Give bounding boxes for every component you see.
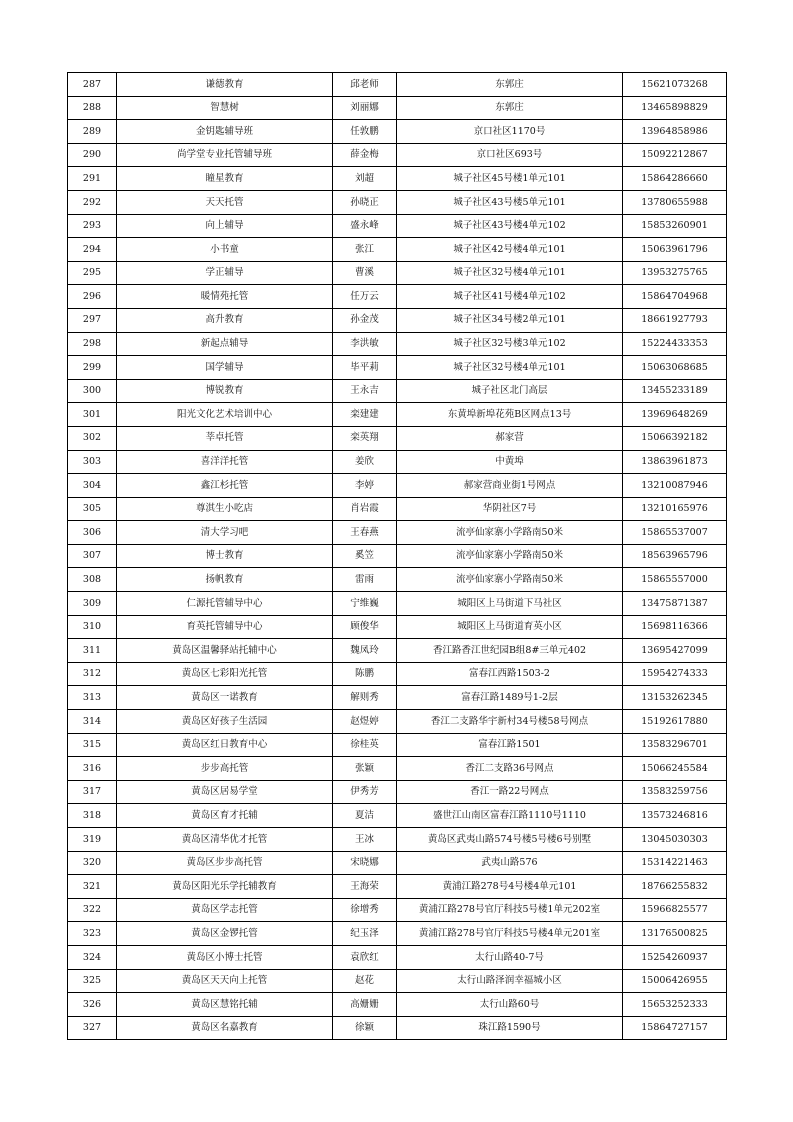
institution-name-cell: 新起点辅导 <box>117 332 333 356</box>
childcare-institution-table <box>67 72 727 1040</box>
contact-person-cell: 薛金梅 <box>333 143 397 167</box>
phone-number-cell: 15254260937 <box>623 945 727 969</box>
table-row <box>68 214 727 238</box>
address-cell: 城子社区北门高层 <box>397 379 623 403</box>
address-cell: 中黄埠 <box>397 450 623 474</box>
contact-person-cell: 王永吉 <box>333 379 397 403</box>
address-cell: 黄浦江路278号4号楼4单元101 <box>397 875 623 899</box>
address-cell: 香江二支路36号网点 <box>397 757 623 781</box>
institution-name-cell: 金钥匙辅导班 <box>117 120 333 144</box>
phone-number-cell: 13573246816 <box>623 804 727 828</box>
row-number-cell: 287 <box>68 73 117 97</box>
table-row <box>68 356 727 380</box>
address-cell: 黄浦江路278号官厅科技5号楼4单元201室 <box>397 922 623 946</box>
address-cell: 富春江路1501 <box>397 733 623 757</box>
institution-name-cell: 鑫江杉托管 <box>117 474 333 498</box>
row-number-cell: 316 <box>68 757 117 781</box>
contact-person-cell: 张颖 <box>333 757 397 781</box>
row-number-cell: 299 <box>68 356 117 380</box>
row-number-cell: 320 <box>68 851 117 875</box>
contact-person-cell: 解则秀 <box>333 686 397 710</box>
address-cell: 城阳区上马街道下马社区 <box>397 592 623 616</box>
institution-name-cell: 尚学堂专业托管辅导班 <box>117 143 333 167</box>
phone-number-cell: 15864286660 <box>623 167 727 191</box>
contact-person-cell: 曹溪 <box>333 261 397 285</box>
institution-name-cell: 学正辅导 <box>117 261 333 285</box>
row-number-cell: 319 <box>68 828 117 852</box>
table-row <box>68 969 727 993</box>
phone-number-cell: 15864704968 <box>623 285 727 309</box>
table-row <box>68 1016 727 1040</box>
row-number-cell: 307 <box>68 544 117 568</box>
phone-number-cell: 13176500825 <box>623 922 727 946</box>
contact-person-cell: 刘超 <box>333 167 397 191</box>
table-row <box>68 521 727 545</box>
phone-number-cell: 13969648269 <box>623 403 727 427</box>
address-cell: 城子社区45号楼1单元101 <box>397 167 623 191</box>
phone-number-cell: 13210087946 <box>623 474 727 498</box>
address-cell: 城子社区32号楼4单元101 <box>397 261 623 285</box>
institution-name-cell: 小书童 <box>117 238 333 262</box>
address-cell: 黄岛区武夷山路574号楼5号楼6号别墅 <box>397 828 623 852</box>
table-row <box>68 403 727 427</box>
phone-number-cell: 15063961796 <box>623 238 727 262</box>
row-number-cell: 291 <box>68 167 117 191</box>
contact-person-cell: 伊秀芳 <box>333 780 397 804</box>
contact-person-cell: 赵花 <box>333 969 397 993</box>
phone-number-cell: 15066245584 <box>623 757 727 781</box>
table-row <box>68 686 727 710</box>
table-row <box>68 544 727 568</box>
table-row <box>68 426 727 450</box>
institution-name-cell: 步步高托管 <box>117 757 333 781</box>
phone-number-cell: 18563965796 <box>623 544 727 568</box>
table-row <box>68 96 727 120</box>
phone-number-cell: 15653252333 <box>623 993 727 1017</box>
phone-number-cell: 15066392182 <box>623 426 727 450</box>
contact-person-cell: 任敦鹏 <box>333 120 397 144</box>
address-cell: 香江路香江世纪园B组8#三单元402 <box>397 639 623 663</box>
contact-person-cell: 栾英翔 <box>333 426 397 450</box>
table-row <box>68 332 727 356</box>
contact-person-cell: 纪玉泽 <box>333 922 397 946</box>
phone-number-cell: 13780655988 <box>623 190 727 214</box>
institution-name-cell: 瞳星教育 <box>117 167 333 191</box>
contact-person-cell: 顾俊华 <box>333 615 397 639</box>
contact-person-cell: 夏洁 <box>333 804 397 828</box>
address-cell: 城子社区43号楼4单元102 <box>397 214 623 238</box>
institution-name-cell: 育英托管辅导中心 <box>117 615 333 639</box>
institution-name-cell: 黄岛区小博士托管 <box>117 945 333 969</box>
institution-name-cell: 博锐教育 <box>117 379 333 403</box>
contact-person-cell: 栾建建 <box>333 403 397 427</box>
institution-name-cell: 谦德教育 <box>117 73 333 97</box>
address-cell: 东黄埠新埠花苑B区网点13号 <box>397 403 623 427</box>
address-cell: 黄浦江路278号官厅科技5号楼1单元202室 <box>397 898 623 922</box>
institution-name-cell: 黄岛区一诺教育 <box>117 686 333 710</box>
contact-person-cell: 奚笠 <box>333 544 397 568</box>
institution-name-cell: 高升教育 <box>117 308 333 332</box>
row-number-cell: 295 <box>68 261 117 285</box>
row-number-cell: 288 <box>68 96 117 120</box>
contact-person-cell: 宁维巍 <box>333 592 397 616</box>
contact-person-cell: 徐颖 <box>333 1016 397 1040</box>
table-body <box>68 73 727 1040</box>
row-number-cell: 300 <box>68 379 117 403</box>
phone-number-cell: 15063068685 <box>623 356 727 380</box>
table-row <box>68 143 727 167</box>
institution-name-cell: 黄岛区金锣托管 <box>117 922 333 946</box>
contact-person-cell: 孙晓正 <box>333 190 397 214</box>
phone-number-cell: 13695427099 <box>623 639 727 663</box>
contact-person-cell: 李婷 <box>333 474 397 498</box>
institution-name-cell: 暖情苑托管 <box>117 285 333 309</box>
phone-number-cell: 15192617880 <box>623 710 727 734</box>
phone-number-cell: 15865537007 <box>623 521 727 545</box>
contact-person-cell: 徐桂英 <box>333 733 397 757</box>
institution-name-cell: 国学辅导 <box>117 356 333 380</box>
address-cell: 流亭仙家寨小学路南50米 <box>397 521 623 545</box>
institution-name-cell: 黄岛区名嘉教育 <box>117 1016 333 1040</box>
row-number-cell: 306 <box>68 521 117 545</box>
contact-person-cell: 孙金茂 <box>333 308 397 332</box>
address-cell: 京口社区693号 <box>397 143 623 167</box>
address-cell: 香江二支路华宇新村34号楼58号网点 <box>397 710 623 734</box>
table-row <box>68 615 727 639</box>
row-number-cell: 312 <box>68 662 117 686</box>
address-cell: 城子社区34号楼2单元101 <box>397 308 623 332</box>
institution-name-cell: 喜洋洋托管 <box>117 450 333 474</box>
contact-person-cell: 高姗姗 <box>333 993 397 1017</box>
address-cell: 太行山路泽润幸福城小区 <box>397 969 623 993</box>
institution-name-cell: 黄岛区阳光乐学托辅教育 <box>117 875 333 899</box>
row-number-cell: 304 <box>68 474 117 498</box>
row-number-cell: 296 <box>68 285 117 309</box>
row-number-cell: 317 <box>68 780 117 804</box>
contact-person-cell: 邱老师 <box>333 73 397 97</box>
row-number-cell: 313 <box>68 686 117 710</box>
contact-person-cell: 刘丽娜 <box>333 96 397 120</box>
contact-person-cell: 盛永峰 <box>333 214 397 238</box>
contact-person-cell: 任万云 <box>333 285 397 309</box>
row-number-cell: 315 <box>68 733 117 757</box>
table-row <box>68 190 727 214</box>
row-number-cell: 289 <box>68 120 117 144</box>
contact-person-cell: 姜欣 <box>333 450 397 474</box>
row-number-cell: 318 <box>68 804 117 828</box>
table-row <box>68 379 727 403</box>
phone-number-cell: 15092212867 <box>623 143 727 167</box>
address-cell: 东郭庄 <box>397 96 623 120</box>
institution-name-cell: 博士教育 <box>117 544 333 568</box>
institution-name-cell: 黄岛区红日教育中心 <box>117 733 333 757</box>
institution-name-cell: 黄岛区温馨驿站托辅中心 <box>117 639 333 663</box>
row-number-cell: 301 <box>68 403 117 427</box>
address-cell: 郝家营 <box>397 426 623 450</box>
row-number-cell: 325 <box>68 969 117 993</box>
table-row <box>68 261 727 285</box>
address-cell: 东郭庄 <box>397 73 623 97</box>
contact-person-cell: 王春燕 <box>333 521 397 545</box>
row-number-cell: 293 <box>68 214 117 238</box>
table-row <box>68 167 727 191</box>
contact-person-cell: 肖岩霞 <box>333 497 397 521</box>
row-number-cell: 314 <box>68 710 117 734</box>
institution-name-cell: 黄岛区七彩阳光托管 <box>117 662 333 686</box>
phone-number-cell: 13863961873 <box>623 450 727 474</box>
table-row <box>68 238 727 262</box>
table-row <box>68 710 727 734</box>
phone-number-cell: 13953275765 <box>623 261 727 285</box>
table-row <box>68 450 727 474</box>
phone-number-cell: 15006426955 <box>623 969 727 993</box>
institution-name-cell: 黄岛区学志托管 <box>117 898 333 922</box>
phone-number-cell: 15621073268 <box>623 73 727 97</box>
row-number-cell: 326 <box>68 993 117 1017</box>
institution-name-cell: 阳光文化艺术培训中心 <box>117 403 333 427</box>
table-row <box>68 474 727 498</box>
row-number-cell: 297 <box>68 308 117 332</box>
table-row <box>68 568 727 592</box>
contact-person-cell: 毕平莉 <box>333 356 397 380</box>
institution-name-cell: 黄岛区天天向上托管 <box>117 969 333 993</box>
address-cell: 武夷山路576 <box>397 851 623 875</box>
address-cell: 太行山路40-7号 <box>397 945 623 969</box>
institution-name-cell: 黄岛区居易学堂 <box>117 780 333 804</box>
address-cell: 京口社区1170号 <box>397 120 623 144</box>
contact-person-cell: 王冰 <box>333 828 397 852</box>
address-cell: 珠江路1590号 <box>397 1016 623 1040</box>
table-row <box>68 945 727 969</box>
address-cell: 太行山路60号 <box>397 993 623 1017</box>
table-row <box>68 993 727 1017</box>
address-cell: 盛世江山南区富春江路1110号1110 <box>397 804 623 828</box>
row-number-cell: 310 <box>68 615 117 639</box>
table-row <box>68 662 727 686</box>
table-row <box>68 757 727 781</box>
phone-number-cell: 13465898829 <box>623 96 727 120</box>
address-cell: 城子社区43号楼5单元101 <box>397 190 623 214</box>
institution-name-cell: 莘卓托管 <box>117 426 333 450</box>
table-row <box>68 733 727 757</box>
address-cell: 华阴社区7号 <box>397 497 623 521</box>
phone-number-cell: 13583259756 <box>623 780 727 804</box>
table-row <box>68 851 727 875</box>
phone-number-cell: 13964858986 <box>623 120 727 144</box>
contact-person-cell: 袁欣红 <box>333 945 397 969</box>
address-cell: 富春江路1489号1-2层 <box>397 686 623 710</box>
phone-number-cell: 13045030303 <box>623 828 727 852</box>
row-number-cell: 298 <box>68 332 117 356</box>
phone-number-cell: 18766255832 <box>623 875 727 899</box>
row-number-cell: 327 <box>68 1016 117 1040</box>
phone-number-cell: 13583296701 <box>623 733 727 757</box>
phone-number-cell: 13475871387 <box>623 592 727 616</box>
phone-number-cell: 15314221463 <box>623 851 727 875</box>
institution-name-cell: 仁源托管辅导中心 <box>117 592 333 616</box>
phone-number-cell: 18661927793 <box>623 308 727 332</box>
contact-person-cell: 赵煜婷 <box>333 710 397 734</box>
table-row <box>68 285 727 309</box>
row-number-cell: 292 <box>68 190 117 214</box>
table-row <box>68 120 727 144</box>
contact-person-cell: 陈鹏 <box>333 662 397 686</box>
address-cell: 城阳区上马街道育英小区 <box>397 615 623 639</box>
row-number-cell: 305 <box>68 497 117 521</box>
address-cell: 香江一路22号网点 <box>397 780 623 804</box>
institution-name-cell: 扬帆教育 <box>117 568 333 592</box>
table-row <box>68 780 727 804</box>
phone-number-cell: 15853260901 <box>623 214 727 238</box>
institution-name-cell: 黄岛区育才托辅 <box>117 804 333 828</box>
contact-person-cell: 宋晓娜 <box>333 851 397 875</box>
row-number-cell: 302 <box>68 426 117 450</box>
phone-number-cell: 13455233189 <box>623 379 727 403</box>
phone-number-cell: 13153262345 <box>623 686 727 710</box>
row-number-cell: 311 <box>68 639 117 663</box>
table-row <box>68 828 727 852</box>
row-number-cell: 303 <box>68 450 117 474</box>
contact-person-cell: 魏凤玲 <box>333 639 397 663</box>
phone-number-cell: 15864727157 <box>623 1016 727 1040</box>
phone-number-cell: 15966825577 <box>623 898 727 922</box>
table-row <box>68 73 727 97</box>
address-cell: 流亭仙家寨小学路南50米 <box>397 568 623 592</box>
table-row <box>68 308 727 332</box>
phone-number-cell: 15698116366 <box>623 615 727 639</box>
contact-person-cell: 张江 <box>333 238 397 262</box>
institution-name-cell: 清大学习吧 <box>117 521 333 545</box>
address-cell: 流亭仙家寨小学路南50米 <box>397 544 623 568</box>
address-cell: 城子社区42号楼4单元101 <box>397 238 623 262</box>
institution-name-cell: 黄岛区慧铭托辅 <box>117 993 333 1017</box>
institution-name-cell: 尊淇生小吃店 <box>117 497 333 521</box>
table-row <box>68 922 727 946</box>
institution-name-cell: 黄岛区清华优才托管 <box>117 828 333 852</box>
institution-name-cell: 向上辅导 <box>117 214 333 238</box>
institution-name-cell: 黄岛区步步高托管 <box>117 851 333 875</box>
row-number-cell: 321 <box>68 875 117 899</box>
row-number-cell: 323 <box>68 922 117 946</box>
address-cell: 城子社区41号楼4单元102 <box>397 285 623 309</box>
phone-number-cell: 15865557000 <box>623 568 727 592</box>
phone-number-cell: 13210165976 <box>623 497 727 521</box>
table-row <box>68 592 727 616</box>
contact-person-cell: 徐增秀 <box>333 898 397 922</box>
row-number-cell: 294 <box>68 238 117 262</box>
contact-person-cell: 雷雨 <box>333 568 397 592</box>
table-row <box>68 898 727 922</box>
table-row <box>68 639 727 663</box>
table-row <box>68 875 727 899</box>
phone-number-cell: 15224433353 <box>623 332 727 356</box>
contact-person-cell: 王海荣 <box>333 875 397 899</box>
table-row <box>68 804 727 828</box>
row-number-cell: 322 <box>68 898 117 922</box>
address-cell: 郝家营商业街1号网点 <box>397 474 623 498</box>
table-row <box>68 497 727 521</box>
row-number-cell: 290 <box>68 143 117 167</box>
institution-name-cell: 黄岛区好孩子生活园 <box>117 710 333 734</box>
address-cell: 富春江西路1503-2 <box>397 662 623 686</box>
address-cell: 城子社区32号楼3单元102 <box>397 332 623 356</box>
phone-number-cell: 15954274333 <box>623 662 727 686</box>
row-number-cell: 308 <box>68 568 117 592</box>
institution-name-cell: 智慧树 <box>117 96 333 120</box>
row-number-cell: 309 <box>68 592 117 616</box>
address-cell: 城子社区32号楼4单元101 <box>397 356 623 380</box>
institution-name-cell: 天天托管 <box>117 190 333 214</box>
row-number-cell: 324 <box>68 945 117 969</box>
contact-person-cell: 李洪敏 <box>333 332 397 356</box>
